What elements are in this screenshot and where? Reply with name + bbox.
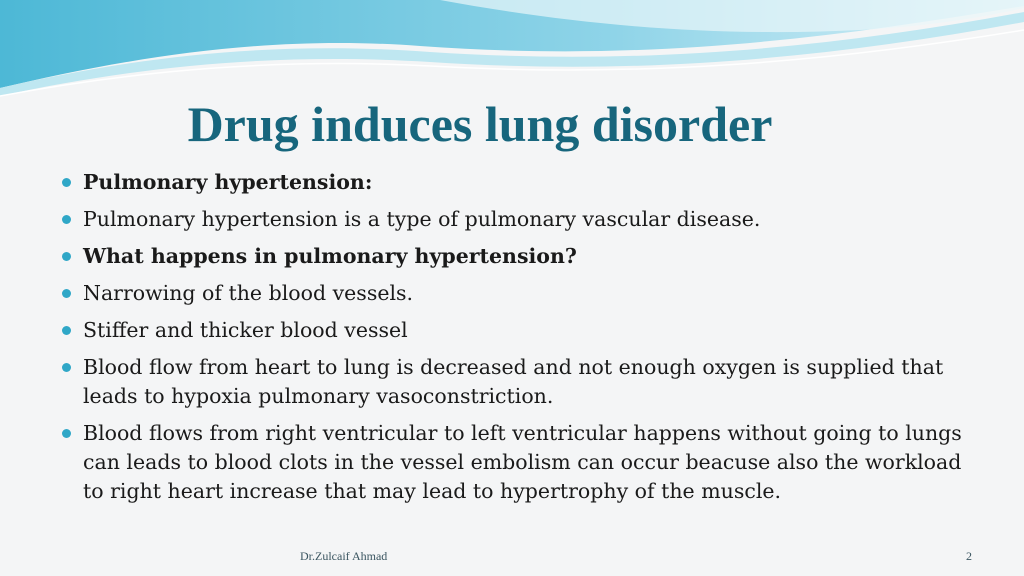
bullet-text: Narrowing of the blood vessels. [83, 281, 414, 305]
bullet-icon [62, 289, 71, 298]
bullet-icon [62, 252, 71, 261]
slide-title: Drug induces lung disorder [187, 96, 773, 152]
footer-author: Dr.Zulcaif Ahmad [300, 549, 388, 563]
list-item [62, 419, 982, 506]
bullet-icon [62, 178, 71, 187]
list-item [62, 316, 982, 345]
bullet-icon [62, 215, 71, 224]
bullet-text: Stiffer and thicker blood vessel [83, 318, 408, 342]
bullet-text: Blood flows from right ventricular to left ventricular happens without going to lungs can leads to blood clots in the vessel embolism can occur beacuse also the workload to right heart increase that may lead to hypertrophy of the muscle. [83, 421, 962, 503]
list-item [62, 353, 982, 411]
header-wave-decoration [0, 0, 1024, 110]
bullet-list [62, 168, 982, 514]
list-item [62, 168, 982, 197]
bullet-icon [62, 363, 71, 372]
bullet-text: What happens in pulmonary hypertension? [83, 244, 577, 268]
bullet-icon [62, 429, 71, 438]
bullet-text: Blood flow from heart to lung is decreased and not enough oxygen is supplied that leads to hypoxia pulmonary vasoconstriction. [83, 355, 944, 408]
bullet-text: Pulmonary hypertension: [83, 170, 373, 194]
page-number: 2 [966, 549, 972, 563]
bullet-icon [62, 326, 71, 335]
list-item [62, 279, 982, 308]
bullet-text: Pulmonary hypertension is a type of pulmonary vascular disease. [83, 207, 761, 231]
list-item [62, 205, 982, 234]
list-item [62, 242, 982, 271]
